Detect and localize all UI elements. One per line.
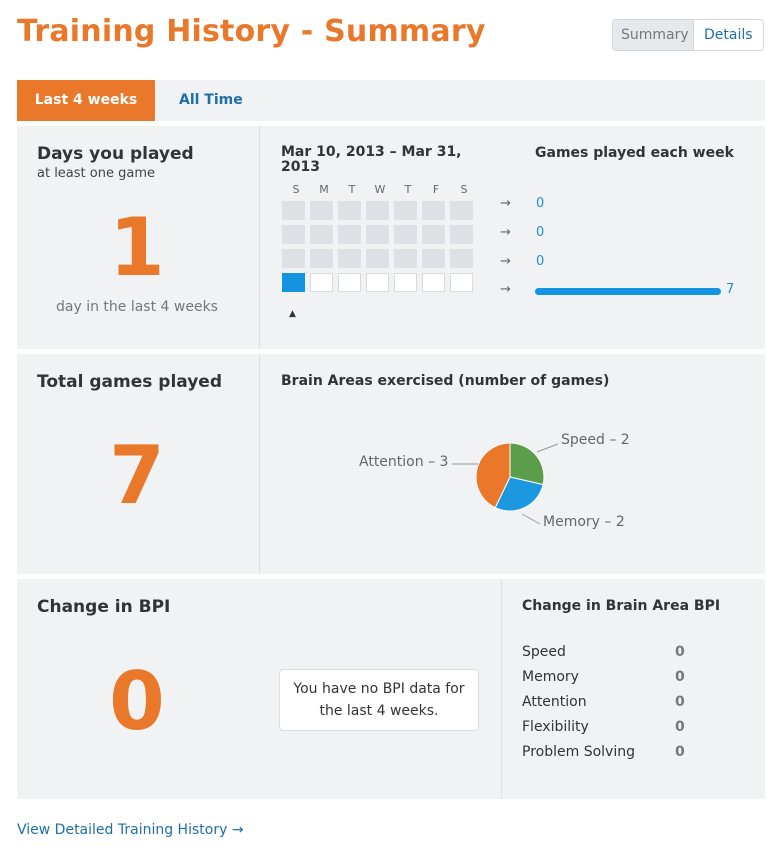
total-games-heading: Total games played: [37, 372, 223, 392]
area-value: 0: [675, 669, 685, 685]
calendar-day: [394, 249, 417, 268]
total-games-value: 7: [109, 429, 165, 522]
day-header: S: [292, 183, 300, 196]
play-calendar: [282, 183, 478, 292]
calendar-week-2: [282, 225, 478, 244]
arrow-icon: →: [500, 254, 511, 269]
calendar-week-4: [282, 273, 478, 292]
area-name: Problem Solving: [522, 744, 635, 760]
calendar-day-played: [282, 273, 305, 292]
calendar-day: [394, 201, 417, 220]
week-bar: [535, 288, 721, 295]
area-value: 0: [675, 719, 685, 735]
days-played-caption: day in the last 4 weeks: [56, 299, 218, 315]
arrow-icon: →: [500, 282, 511, 297]
no-bpi-data-message: You have no BPI data for the last 4 weeks.: [279, 669, 479, 731]
area-value: 0: [675, 644, 685, 660]
day-header: F: [432, 183, 440, 196]
calendar-day: [310, 201, 333, 220]
pie-label-attention: Attention – 3: [359, 454, 449, 470]
area-value: 0: [675, 694, 685, 710]
calendar-day: [450, 225, 473, 244]
calendar-day: [422, 273, 445, 292]
calendar-day: [394, 225, 417, 244]
calendar-day: [282, 225, 305, 244]
arrow-icon: →: [500, 225, 511, 240]
current-day-marker-icon: ▲: [289, 309, 296, 319]
tab-all-time[interactable]: All Time: [179, 92, 243, 108]
day-header: T: [404, 183, 412, 196]
pie-label-speed: Speed – 2: [561, 432, 630, 448]
day-header: T: [348, 183, 356, 196]
day-header: M: [319, 183, 329, 196]
calendar-day: [422, 249, 445, 268]
divider: [501, 579, 502, 799]
calendar-day: [282, 249, 305, 268]
page-title: Training History - Summary: [17, 14, 486, 49]
divider: [259, 126, 260, 349]
area-name: Memory: [522, 669, 579, 685]
calendar-day: [338, 201, 361, 220]
bpi-value: 0: [109, 655, 165, 748]
calendar-day: [366, 225, 389, 244]
area-name: Attention: [522, 694, 587, 710]
calendar-week-1: [282, 201, 478, 220]
tab-last-4-weeks[interactable]: Last 4 weeks: [17, 80, 155, 121]
week-count: 0: [536, 254, 545, 269]
calendar-day: [422, 225, 445, 244]
calendar-day: [366, 201, 389, 220]
days-played-subheading: at least one game: [37, 166, 155, 181]
calendar-day: [282, 201, 305, 220]
calendar-day-headers: [282, 183, 478, 196]
leader-line-memory: [522, 514, 540, 524]
summary-button[interactable]: Summary: [613, 20, 694, 50]
calendar-day: [422, 201, 445, 220]
days-played-value: 1: [109, 201, 165, 294]
week-count: 0: [536, 225, 545, 240]
day-header: W: [374, 183, 386, 196]
area-name: Speed: [522, 644, 566, 660]
week-count: 7: [726, 282, 735, 297]
calendar-day: [394, 273, 417, 292]
calendar-day: [338, 249, 361, 268]
calendar-day: [310, 225, 333, 244]
pie-label-memory: Memory – 2: [543, 514, 625, 530]
view-detailed-history-link[interactable]: View Detailed Training History →: [17, 822, 244, 838]
calendar-day: [338, 225, 361, 244]
arrow-icon: →: [500, 196, 511, 211]
calendar-day: [310, 273, 333, 292]
day-header: S: [460, 183, 468, 196]
calendar-day: [450, 201, 473, 220]
area-bpi-heading: Change in Brain Area BPI: [522, 598, 721, 614]
calendar-day: [310, 249, 333, 268]
week-count: 0: [536, 196, 545, 211]
calendar-week-3: [282, 249, 478, 268]
view-toggle: [612, 19, 764, 51]
calendar-day: [366, 273, 389, 292]
calendar-day: [450, 273, 473, 292]
area-value: 0: [675, 744, 685, 760]
calendar-date-range: Mar 10, 2013 – Mar 31, 2013: [281, 144, 462, 175]
details-button[interactable]: Details: [694, 20, 763, 50]
bpi-heading: Change in BPI: [37, 597, 171, 617]
calendar-day: [366, 249, 389, 268]
area-name: Flexibility: [522, 719, 589, 735]
calendar-day: [450, 249, 473, 268]
brain-areas-heading: Brain Areas exercised (number of games): [281, 373, 610, 389]
divider: [259, 354, 260, 574]
calendar-day: [338, 273, 361, 292]
days-played-heading: Days you played: [37, 144, 194, 164]
period-tabs: [17, 80, 765, 121]
leader-line-speed: [537, 444, 558, 452]
games-per-week-heading: Games played each week: [535, 145, 734, 161]
